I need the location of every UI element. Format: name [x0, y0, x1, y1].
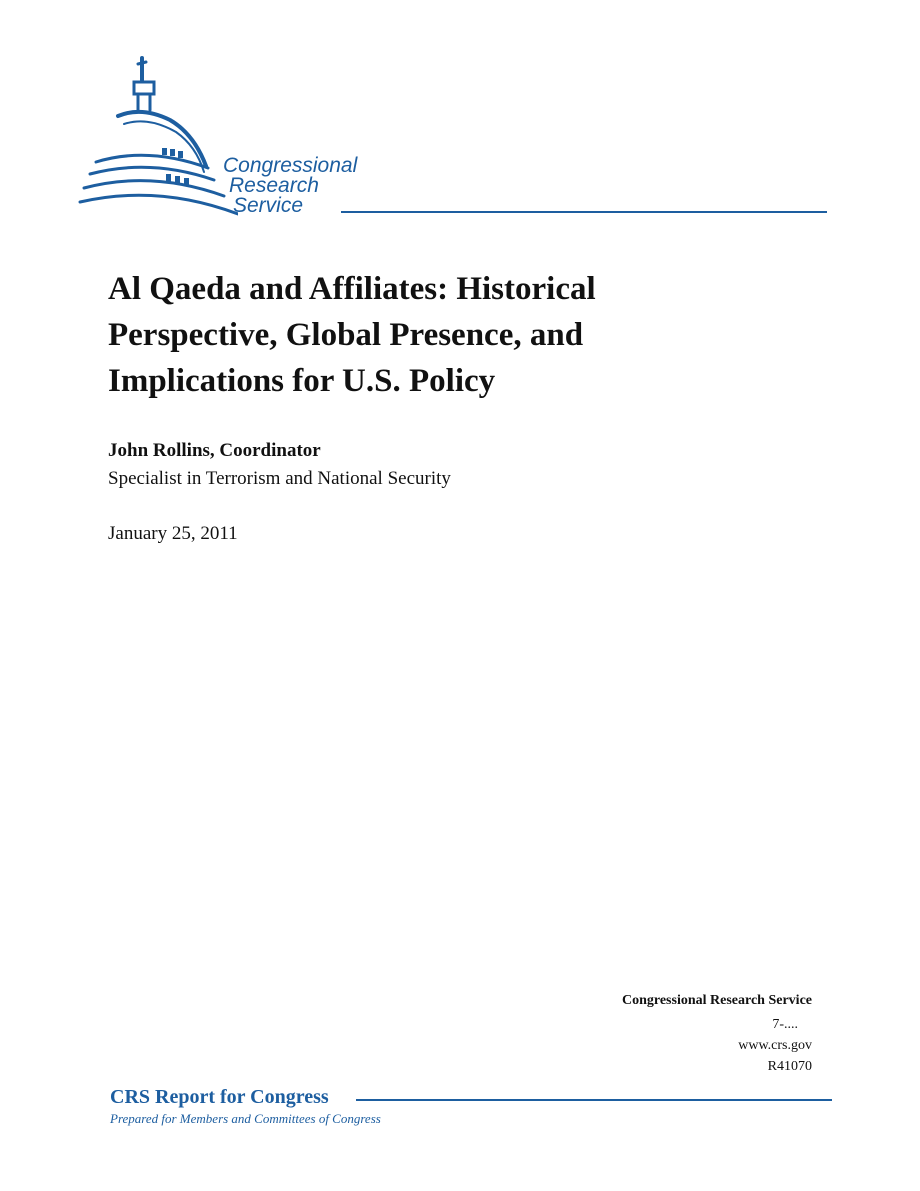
author-name: John Rollins, Coordinator	[108, 440, 321, 461]
capitol-dome-icon	[78, 50, 238, 225]
footer-title: CRS Report for Congress	[110, 1086, 329, 1108]
crs-logo-wordmark	[223, 156, 357, 216]
publisher-website: www.crs.gov	[738, 1038, 812, 1053]
logo-line-research: Research	[229, 174, 319, 197]
crs-logo	[78, 50, 838, 230]
publisher-org: Congressional Research Service	[621, 993, 812, 1008]
logo-line-congressional: Congressional	[223, 154, 358, 177]
publisher-code: 7-....	[772, 1017, 798, 1032]
footer-rule	[356, 1099, 832, 1101]
logo-rule	[341, 211, 827, 213]
author-role: Specialist in Terrorism and National Security	[108, 468, 451, 489]
report-title: Al Qaeda and Affiliates: Historical Perspective, Global Presence, and Implications for U.S. Policy	[108, 271, 596, 399]
report-date: January 25, 2011	[108, 523, 238, 544]
logo-line-service: Service	[233, 194, 304, 217]
report-number: R41070	[767, 1059, 812, 1074]
publisher-block	[622, 990, 812, 1077]
footer-subtitle: Prepared for Members and Committees of Congress	[110, 1111, 381, 1126]
